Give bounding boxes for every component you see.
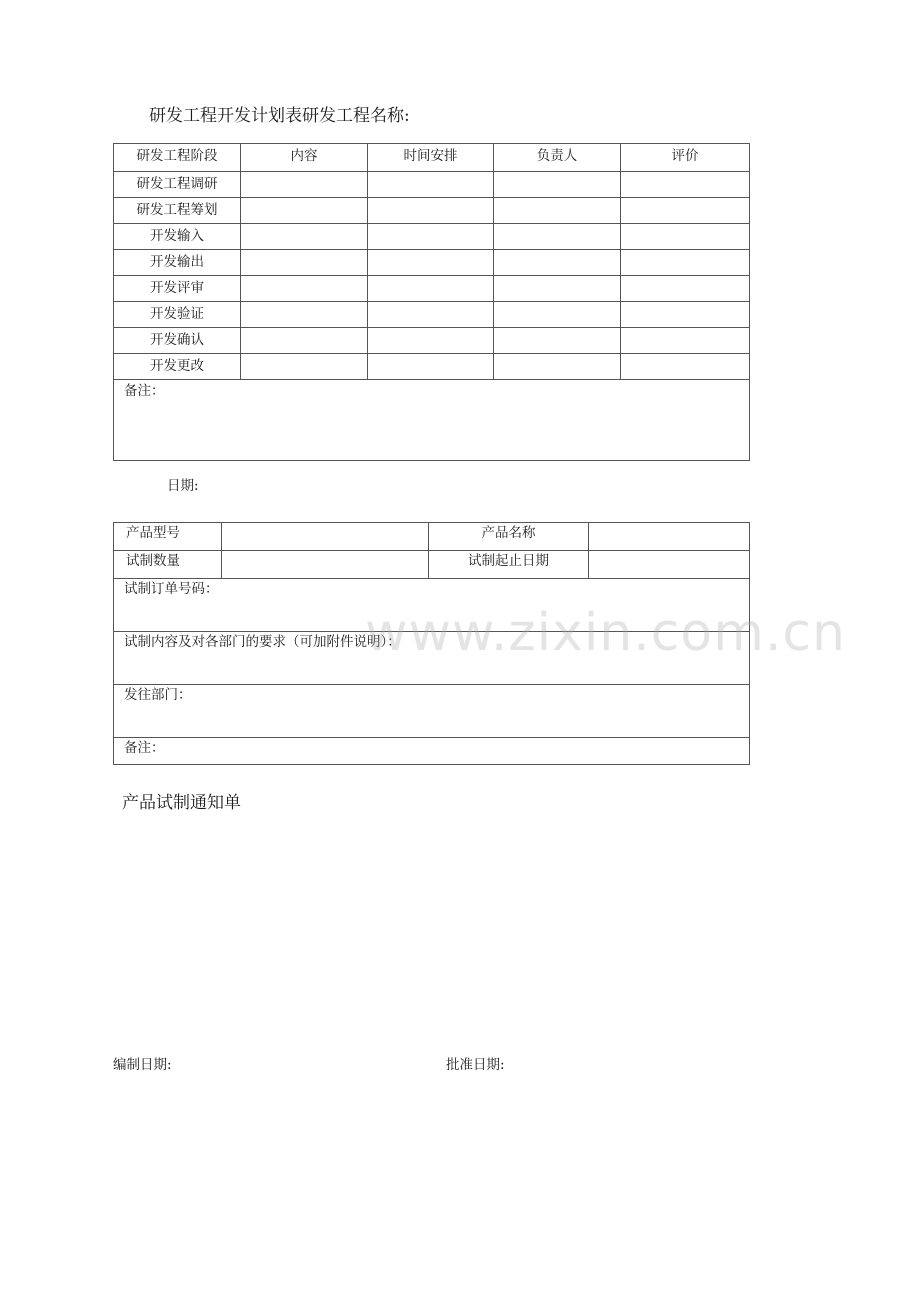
- header-owner: 负责人: [494, 144, 621, 172]
- owner-cell[interactable]: [494, 172, 621, 198]
- stage-label: 开发评审: [114, 276, 241, 302]
- schedule-cell[interactable]: [368, 198, 494, 224]
- notice-title: 产品试制通知单: [122, 793, 241, 813]
- trial-quantity-label: 试制数量: [114, 551, 222, 579]
- content-cell[interactable]: [241, 302, 368, 328]
- table-row: [114, 224, 750, 250]
- table-row: [114, 172, 750, 198]
- plan-remark-cell[interactable]: [114, 380, 750, 461]
- table-row: [114, 354, 750, 380]
- trial-content-cell[interactable]: [114, 632, 750, 685]
- trial-table: [113, 522, 750, 765]
- owner-cell[interactable]: [494, 276, 621, 302]
- schedule-cell[interactable]: [368, 172, 494, 198]
- approve-date-label: 批准日期:: [446, 1057, 505, 1073]
- evaluation-cell[interactable]: [621, 172, 750, 198]
- content-cell[interactable]: [241, 224, 368, 250]
- evaluation-cell[interactable]: [621, 224, 750, 250]
- table-row: [114, 523, 750, 551]
- evaluation-cell[interactable]: [621, 328, 750, 354]
- content-cell[interactable]: [241, 276, 368, 302]
- remark-row: [114, 380, 750, 461]
- product-model-field[interactable]: [222, 523, 429, 551]
- plan-title: 研发工程开发计划表研发工程名称:: [149, 106, 410, 126]
- content-cell[interactable]: [241, 354, 368, 380]
- evaluation-cell[interactable]: [621, 276, 750, 302]
- schedule-cell[interactable]: [368, 328, 494, 354]
- owner-cell[interactable]: [494, 302, 621, 328]
- owner-cell[interactable]: [494, 224, 621, 250]
- header-stage: 研发工程阶段: [114, 144, 241, 172]
- product-name-field[interactable]: [589, 523, 750, 551]
- table-row: [114, 302, 750, 328]
- trial-order-cell[interactable]: [114, 579, 750, 632]
- watermark: www.zixin.com.cn: [365, 603, 846, 663]
- owner-cell[interactable]: [494, 198, 621, 224]
- trial-period-field[interactable]: [589, 551, 750, 579]
- evaluation-cell[interactable]: [621, 198, 750, 224]
- table-row: [114, 250, 750, 276]
- stage-label: 研发工程调研: [114, 172, 241, 198]
- trial-period-label: 试制起止日期: [429, 551, 589, 579]
- compile-date-label: 编制日期:: [113, 1057, 172, 1073]
- owner-cell[interactable]: [494, 250, 621, 276]
- schedule-cell[interactable]: [368, 354, 494, 380]
- trial-quantity-field[interactable]: [222, 551, 429, 579]
- table-row: [114, 632, 750, 685]
- dept-cell[interactable]: [114, 685, 750, 738]
- table-row: [114, 738, 750, 765]
- stage-label: 开发确认: [114, 328, 241, 354]
- stage-label: 研发工程筹划: [114, 198, 241, 224]
- content-cell[interactable]: [241, 250, 368, 276]
- owner-cell[interactable]: [494, 328, 621, 354]
- header-content: 内容: [241, 144, 368, 172]
- header-evaluation: 评价: [621, 144, 750, 172]
- table-row: [114, 685, 750, 738]
- schedule-cell[interactable]: [368, 224, 494, 250]
- table-row: [114, 328, 750, 354]
- trial-remark-label: 备注：: [124, 740, 165, 756]
- product-model-label: 产品型号: [114, 523, 222, 551]
- trial-remark-cell[interactable]: [114, 738, 750, 765]
- schedule-cell[interactable]: [368, 302, 494, 328]
- stage-label: 开发更改: [114, 354, 241, 380]
- plan-remark-label: 备注：: [124, 383, 165, 399]
- owner-cell[interactable]: [494, 354, 621, 380]
- plan-table: [113, 143, 750, 461]
- content-cell[interactable]: [241, 328, 368, 354]
- stage-label: 开发输出: [114, 250, 241, 276]
- table-row: [114, 198, 750, 224]
- trial-content-label: 试制内容及对各部门的要求（可加附件说明）：: [124, 634, 401, 650]
- evaluation-cell[interactable]: [621, 302, 750, 328]
- dept-label: 发往部门：: [124, 687, 192, 703]
- content-cell[interactable]: [241, 198, 368, 224]
- table-row: [114, 551, 750, 579]
- header-schedule: 时间安排: [368, 144, 494, 172]
- evaluation-cell[interactable]: [621, 250, 750, 276]
- content-cell[interactable]: [241, 172, 368, 198]
- stage-label: 开发输入: [114, 224, 241, 250]
- product-name-label: 产品名称: [429, 523, 589, 551]
- evaluation-cell[interactable]: [621, 354, 750, 380]
- schedule-cell[interactable]: [368, 250, 494, 276]
- table-row: [114, 579, 750, 632]
- table-header-row: [114, 144, 750, 172]
- trial-order-label: 试制订单号码：: [124, 581, 219, 597]
- schedule-cell[interactable]: [368, 276, 494, 302]
- plan-date-label: 日期:: [167, 478, 199, 494]
- stage-label: 开发验证: [114, 302, 241, 328]
- table-row: [114, 276, 750, 302]
